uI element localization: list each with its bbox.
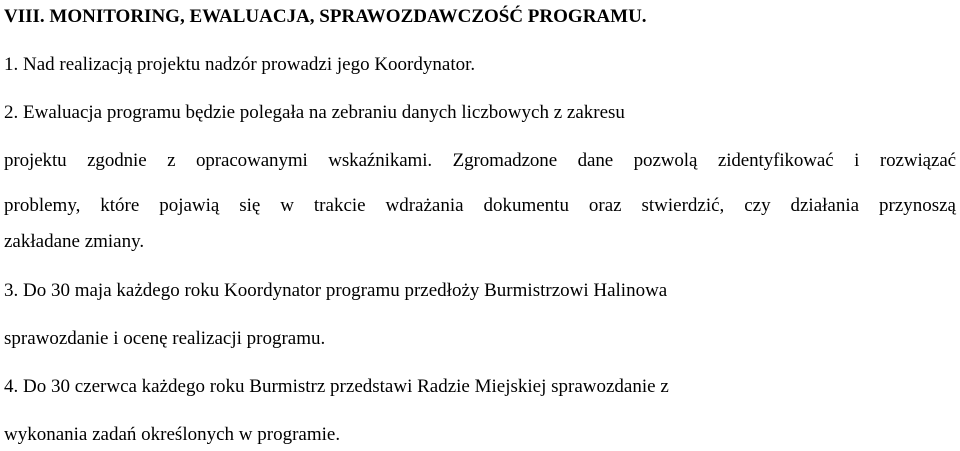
paragraph-1-line-1: 1. Nad realizacją projektu nadzór prowadzi jego Koordynator. [4,54,476,75]
paragraph-4-line-1: 4. Do 30 czerwca każdego roku Burmistrz przedstawi Radzie Miejskiej sprawozdanie z [4,376,669,397]
section-heading: VIII. MONITORING, EWALUACJA, SPRAWOZDAWCZOŚĆ PROGRAMU. [4,6,647,27]
paragraph-2-line-2: projektu zgodnie z opracowanymi wskaźnikami. Zgromadzone dane pozwolą zidentyfikować i rozwiązać [4,150,956,171]
paragraph-2-line-4: zakładane zmiany. [4,231,145,252]
paragraph-2-line-1: 2. Ewaluacja programu będzie polegała na zebraniu danych liczbowych z zakresu [4,102,625,123]
paragraph-4-line-2: wykonania zadań określonych w programie. [4,424,341,445]
paragraph-3-line-2: sprawozdanie i ocenę realizacji programu. [4,328,326,349]
paragraph-3-line-1: 3. Do 30 maja każdego roku Koordynator programu przedłoży Burmistrzowi Halinowa [4,280,668,301]
paragraph-2-line-3: problemy, które pojawią się w trakcie wdrażania dokumentu oraz stwierdzić, czy działania przynoszą [4,195,956,216]
